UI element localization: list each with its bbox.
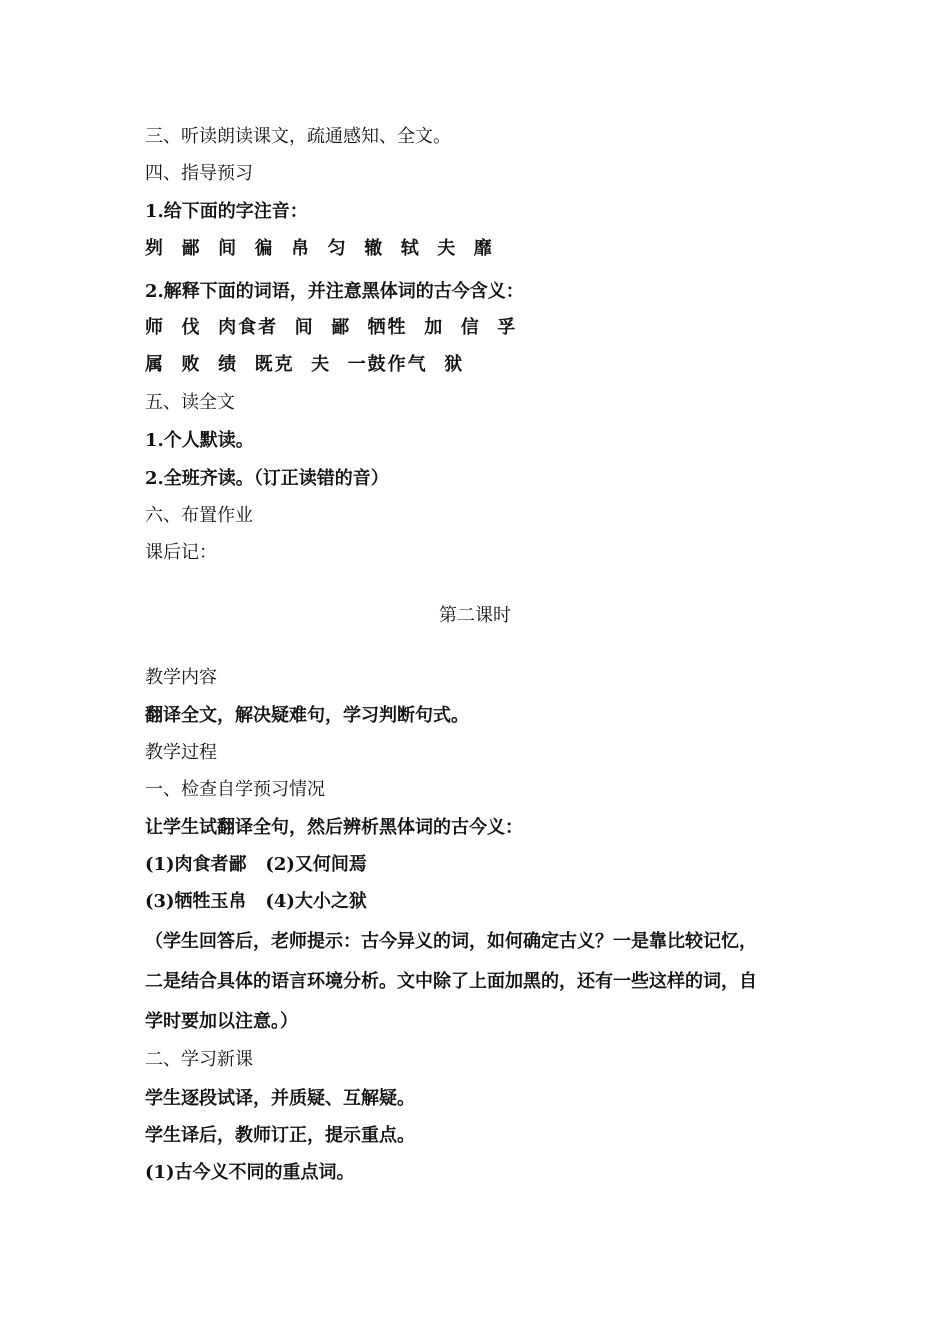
exercise-2-prompt: 2.解释下面的词语，并注意黑体词的古今含义：	[145, 281, 524, 302]
step-two-heading: 二、学习新课	[145, 1049, 253, 1070]
section-six-heading: 六、布置作业	[145, 505, 253, 526]
step-one-heading: 一、检查自学预习情况	[145, 779, 325, 800]
step-two-item-2: 学生译后，教师订正，提示重点。	[145, 1125, 415, 1146]
after-class-notes-label: 课后记：	[145, 542, 217, 563]
teaching-content-text: 翻译全文，解决疑难句，学习判断句式。	[145, 705, 469, 726]
pronunciation-characters: 刿 鄙 间 徧 帛 匀 辙 轼 夫 靡	[145, 238, 494, 259]
read-step-1: 1.个人默读。	[145, 430, 254, 451]
key-words-item: (1)古今义不同的重点词。	[145, 1162, 355, 1183]
step-two-item-1: 学生逐段试译，并质疑、互解疑。	[145, 1088, 415, 1109]
section-four-heading: 四、指导预习	[145, 163, 253, 184]
teacher-hint-line-1: （学生回答后，老师提示：古今异义的词，如何确定古义？一是靠比较记忆，	[145, 931, 757, 952]
vocabulary-row-1: 师 伐 肉食者 间 鄙 牺牲 加 信 孚	[145, 317, 518, 338]
second-lesson-title: 第二课时	[439, 605, 511, 626]
section-three-heading: 三、听读朗读课文，疏通感知、全文。	[145, 126, 451, 147]
teaching-process-heading: 教学过程	[145, 742, 217, 763]
vocabulary-row-2: 属 败 绩 既克 夫 一鼓作气 狱	[145, 354, 465, 375]
section-five-heading: 五、读全文	[145, 392, 235, 413]
example-pair-1: (1)肉食者鄙 (2)又何间焉	[145, 854, 367, 875]
read-step-2: 2.全班齐读。（订正读错的音）	[145, 468, 389, 489]
exercise-1-prompt: 1.给下面的字注音：	[145, 201, 308, 222]
teacher-hint-line-3: 学时要加以注意。）	[145, 1011, 298, 1032]
step-one-instruction: 让学生试翻译全句，然后辨析黑体词的古今义：	[145, 817, 523, 838]
example-pair-2: (3)牺牲玉帛 (4)大小之狱	[145, 891, 367, 912]
teaching-content-heading: 教学内容	[145, 667, 217, 688]
teacher-hint-line-2: 二是结合具体的语言环境分析。文中除了上面加黑的，还有一些这样的词，自	[145, 971, 757, 992]
